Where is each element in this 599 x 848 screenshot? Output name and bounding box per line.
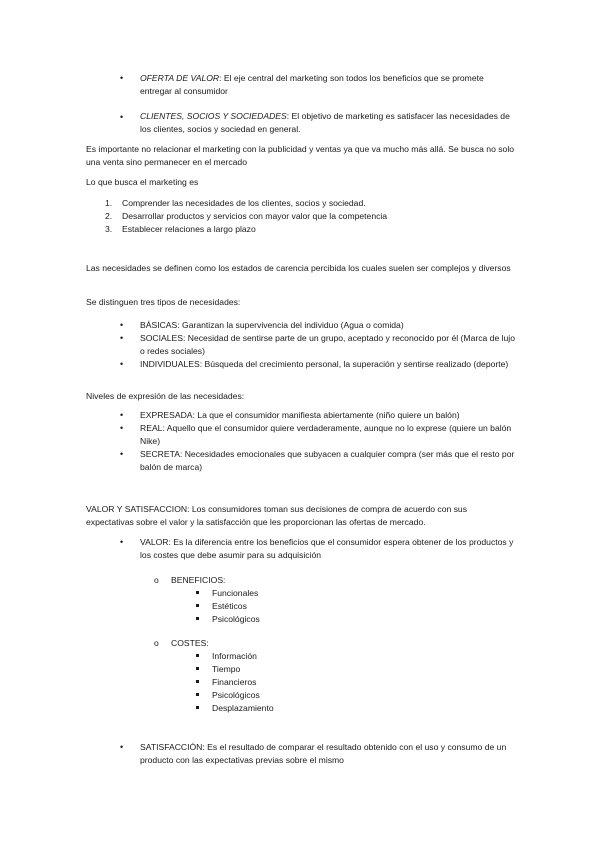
beneficio-item: Psicológicos: [212, 614, 260, 624]
need-individuales: INDIVIDUALES: Búsqueda del crecimiento personal, la superación y sentirse realizado (deporte): [140, 359, 509, 369]
list-number: 2.: [105, 211, 113, 221]
beneficios-title: BENEFICIOS:: [171, 575, 226, 585]
coste-item: Información: [212, 651, 257, 661]
coste-item: Psicológicos: [212, 690, 260, 700]
paragraph-valor-satisfaccion: VALOR Y SATISFACCION: Los consumidores toman sus decisiones de compra de acuerdo con sus expectativas sobre el valor y la satisfacción que les proporcionan las ofertas de mercado.: [86, 504, 468, 527]
bullet-term: OFERTA DE VALOR: [140, 73, 220, 83]
beneficio-item: Estéticos: [212, 601, 247, 611]
bullet-text: : El objetivo de marketing es satisfacer las necesidades de los clientes, socios y sociedad en general.: [140, 111, 510, 134]
numbered-item: Desarrollar productos y servicios con mayor valor que la competencia: [122, 211, 388, 221]
list-number: 1.: [105, 198, 113, 208]
beneficio-item: Funcionales: [212, 588, 259, 598]
bullet-valor: VALOR: Es la diferencia entre los beneficios que el consumidor espera obtener de los productos y los costes que debe asumir para su adquisición: [140, 537, 514, 560]
numbered-item: Establecer relaciones a largo plazo: [122, 224, 256, 234]
numbered-item: Comprender las necesidades de los clientes, socios y sociedad.: [122, 198, 366, 208]
bullet-clientes-socios: [140, 110, 515, 136]
coste-item: Desplazamiento: [212, 703, 274, 713]
paragraph-lo-que-busca: Lo que busca el marketing es: [86, 177, 199, 187]
paragraph-niveles-expresion: Niveles de expresión de las necesidades:: [86, 391, 245, 401]
list-number: 3.: [105, 224, 113, 234]
bullet-text: : El eje central del marketing son todos los beneficios que se promete entregar al consumidor: [140, 73, 484, 96]
level-expresada: EXPRESADA: La que el consumidor manifiesta abiertamente (niño quiere un balón): [140, 410, 460, 420]
paragraph-tipos-necesidades: Se distinguen tres tipos de necesidades:: [86, 297, 241, 307]
need-basicas: BÁSICAS: Garantizan la supervivencia del individuo (Agua o comida): [140, 320, 404, 330]
level-real: REAL: Aquello que el consumidor quiere verdaderamente, aunque no lo exprese (quiere un balón Nike): [140, 423, 512, 446]
coste-item: Tiempo: [212, 664, 241, 674]
bullet-satisfaccion: SATISFACCIÓN: Es el resultado de comparar el resultado obtenido con el uso y consumo de un producto con las expectativas previas sobre el mismo: [140, 742, 507, 765]
paragraph-marketing-publicidad: Es importante no relacionar el marketing con la publicidad y ventas ya que va mucho más allá. Se busca no solo una venta sino permanecer en el mercado: [86, 144, 515, 167]
need-sociales: SOCIALES: Necesidad de sentirse parte de un grupo, aceptado y reconocido por él (Marca de lujo o redes sociales): [140, 333, 515, 356]
bullet-term: CLIENTES, SOCIOS Y SOCIEDADES: [140, 111, 287, 121]
level-secreta: SECRETA: Necesidades emocionales que subyacen a cualquier compra (ser más que el resto por balón de marca): [140, 449, 515, 472]
costes-title: COSTES:: [171, 638, 209, 648]
bullet-oferta-valor: [140, 72, 500, 98]
coste-item: Financieros: [212, 677, 257, 687]
paragraph-necesidades-definicion: Las necesidades se definen como los estados de carencia percibida los cuales suelen ser complejos y diversos: [86, 263, 511, 273]
